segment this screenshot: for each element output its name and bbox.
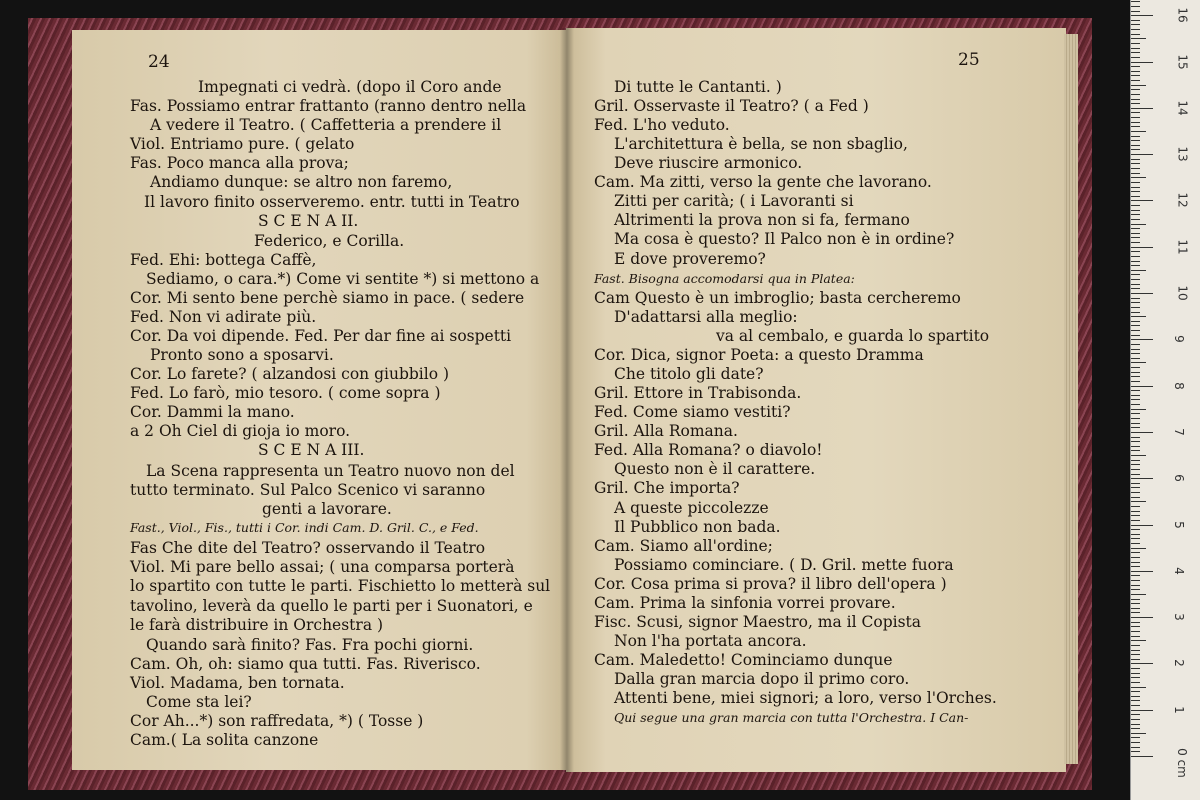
ruler-tick bbox=[1131, 714, 1140, 715]
ruler-tick bbox=[1131, 673, 1140, 674]
ruler-tick bbox=[1131, 325, 1140, 326]
ruler-number: 14 bbox=[1175, 100, 1190, 116]
text-line: Viol. Entriamo pure. ( gelato bbox=[130, 135, 355, 153]
ruler-number: 5 bbox=[1171, 520, 1186, 529]
ruler-tick bbox=[1131, 617, 1153, 618]
text-line: Cor. Dica, signor Poeta: a questo Dramma bbox=[594, 346, 924, 364]
measurement-ruler bbox=[1130, 0, 1200, 800]
text-line: Cam Questo è un imbroglio; basta cercheremo bbox=[594, 289, 961, 307]
text-line: Questo non è il carattere. bbox=[614, 460, 816, 478]
ruler-tick bbox=[1131, 154, 1153, 155]
ruler-tick bbox=[1131, 659, 1140, 660]
ruler-tick bbox=[1131, 719, 1140, 720]
text-line: tutto terminato. Sul Palco Scenico vi saranno bbox=[130, 481, 486, 499]
ruler-tick bbox=[1131, 650, 1140, 651]
ruler-tick bbox=[1131, 205, 1140, 206]
ruler-tick bbox=[1131, 122, 1140, 123]
ruler-tick bbox=[1131, 256, 1140, 257]
ruler-tick bbox=[1131, 381, 1140, 382]
text-line: Viol. Mi pare bello assai; ( una comparsa porterà bbox=[130, 558, 515, 576]
text-line: Fas Che dite del Teatro? osservando il Teatro bbox=[130, 539, 486, 557]
text-line: Fed. Non vi adirate più. bbox=[130, 308, 317, 326]
ruler-tick bbox=[1131, 145, 1140, 146]
text-line: lo spartito con tutte le parti. Fischietto lo metterà sul bbox=[130, 577, 551, 595]
ruler-tick bbox=[1131, 636, 1140, 637]
text-line: Cor. Da voi dipende. Fed. Per dar fine ai sospetti bbox=[130, 327, 512, 345]
ruler-tick bbox=[1131, 603, 1140, 604]
text-line: Cam. Siamo all'ordine; bbox=[594, 537, 773, 555]
text-line: Fast., Viol., Fis., tutti i Cor. indi Cam. D. Gril. C., e Fed. bbox=[130, 520, 479, 535]
ruler-tick bbox=[1131, 450, 1140, 451]
text-line: Gril. Alla Romana. bbox=[594, 422, 738, 440]
ruler-number: 12 bbox=[1175, 192, 1190, 209]
ruler-tick bbox=[1131, 191, 1140, 192]
text-line: Gril. Ettore in Trabisonda. bbox=[594, 384, 802, 402]
text-line: Viol. Madama, ben tornata. bbox=[130, 674, 345, 692]
ruler-tick bbox=[1131, 149, 1140, 150]
text-line: Sediamo, o cara.*) Come vi sentite *) si mettono a bbox=[146, 270, 540, 288]
text-line: Cam.( La solita canzone bbox=[130, 731, 319, 749]
ruler-tick bbox=[1131, 376, 1140, 377]
ruler-tick bbox=[1131, 612, 1140, 613]
ruler-tick bbox=[1131, 298, 1140, 299]
ruler-tick bbox=[1131, 265, 1140, 266]
ruler-tick bbox=[1131, 89, 1140, 90]
ruler-tick bbox=[1131, 80, 1140, 81]
ruler-tick bbox=[1131, 284, 1140, 285]
ruler-tick bbox=[1131, 585, 1140, 586]
ruler-tick bbox=[1131, 506, 1140, 507]
text-line: Di tutte le Cantanti. ) bbox=[614, 78, 782, 96]
ruler-tick bbox=[1131, 668, 1140, 669]
ruler-number: 2 bbox=[1171, 659, 1186, 668]
ruler-tick bbox=[1131, 200, 1153, 201]
text-line: Qui segue una gran marcia con tutta l'Orchestra. I Can- bbox=[614, 710, 969, 725]
ruler-tick bbox=[1131, 580, 1140, 581]
ruler-tick bbox=[1131, 548, 1146, 549]
ruler-tick bbox=[1131, 511, 1140, 512]
ruler-tick bbox=[1131, 737, 1140, 738]
text-line: Impegnati ci vedrà. (dopo il Coro ande bbox=[198, 78, 502, 96]
ruler-tick bbox=[1131, 321, 1140, 322]
ruler-tick bbox=[1131, 557, 1140, 558]
text-line: Cam. Oh, oh: siamo qua tutti. Fas. Riverisco. bbox=[130, 655, 481, 673]
ruler-tick bbox=[1131, 404, 1140, 405]
text-line: Attenti bene, miei signori; a loro, verso l'Orches. bbox=[614, 689, 997, 707]
ruler-tick bbox=[1131, 274, 1140, 275]
ruler-tick bbox=[1131, 288, 1140, 289]
page-number: 25 bbox=[958, 50, 980, 70]
ruler-tick bbox=[1131, 57, 1140, 58]
ruler-tick bbox=[1131, 173, 1140, 174]
ruler-tick bbox=[1131, 339, 1153, 340]
text-line: Zitti per carità; ( i Lavoranti si bbox=[614, 192, 854, 210]
ruler-tick bbox=[1131, 251, 1140, 252]
text-line: Possiamo cominciare. ( D. Gril. mette fuora bbox=[614, 556, 954, 574]
text-line: Fisc. Scusi, signor Maestro, ma il Copista bbox=[594, 613, 921, 631]
ruler-tick bbox=[1131, 571, 1153, 572]
ruler-number: 8 bbox=[1171, 381, 1186, 390]
text-line: Fas. Possiamo entrar frattanto (ranno dentro nella bbox=[130, 97, 527, 115]
text-line: tavolino, leverà da quello le parti per i Suonatori, e bbox=[130, 597, 533, 615]
text-line: Fed. Ehi: bottega Caffè, bbox=[130, 251, 317, 269]
ruler-tick bbox=[1131, 228, 1140, 229]
text-line: Federico, e Corilla. bbox=[254, 232, 405, 250]
ruler-tick bbox=[1131, 589, 1140, 590]
ruler-tick bbox=[1131, 631, 1140, 632]
text-line: S C E N A II. bbox=[258, 212, 359, 230]
ruler-tick bbox=[1131, 261, 1140, 262]
ruler-tick bbox=[1131, 20, 1140, 21]
text-line: Come sta lei? bbox=[146, 693, 252, 711]
ruler-tick bbox=[1131, 242, 1140, 243]
text-line: Fed. Alla Romana? o diavolo! bbox=[594, 441, 823, 459]
ruler-tick bbox=[1131, 733, 1146, 734]
ruler-number: 15 bbox=[1175, 53, 1190, 70]
ruler-tick bbox=[1131, 520, 1140, 521]
ruler-tick bbox=[1131, 756, 1153, 757]
text-line: Fed. L'ho veduto. bbox=[594, 116, 730, 134]
ruler-tick bbox=[1131, 386, 1153, 387]
ruler-tick bbox=[1131, 38, 1146, 39]
ruler-tick bbox=[1131, 437, 1140, 438]
ruler-tick bbox=[1131, 682, 1140, 683]
ruler-tick bbox=[1131, 71, 1140, 72]
text-line: Non l'ha portata ancora. bbox=[614, 632, 807, 650]
text-line: va al cembalo, e guarda lo spartito bbox=[716, 327, 990, 345]
ruler-tick bbox=[1131, 62, 1153, 63]
text-line: Fast. Bisogna accomodarsi qua in Platea: bbox=[594, 271, 855, 286]
ruler-tick bbox=[1131, 11, 1140, 12]
ruler-tick bbox=[1131, 575, 1140, 576]
ruler-tick bbox=[1131, 316, 1146, 317]
text-line: L'architettura è bella, se non sbaglio, bbox=[614, 135, 908, 153]
text-line: Il Pubblico non bada. bbox=[614, 518, 781, 536]
ruler-tick bbox=[1131, 728, 1140, 729]
ruler-tick bbox=[1131, 501, 1146, 502]
ruler-tick bbox=[1131, 247, 1153, 248]
ruler-tick bbox=[1131, 543, 1140, 544]
ruler-tick bbox=[1131, 751, 1140, 752]
ruler-tick bbox=[1131, 219, 1140, 220]
text-line: Ma cosa è questo? Il Palco non è in ordine? bbox=[614, 230, 955, 248]
ruler-tick bbox=[1131, 367, 1140, 368]
ruler-tick bbox=[1131, 409, 1146, 410]
ruler-tick bbox=[1131, 94, 1140, 95]
ruler-number: 9 bbox=[1171, 335, 1186, 344]
text-line: Andiamo dunque: se altro non faremo, bbox=[150, 173, 453, 191]
text-line: Gril. Che importa? bbox=[594, 479, 740, 497]
ruler-tick bbox=[1131, 441, 1140, 442]
text-line: Che titolo gli date? bbox=[614, 365, 764, 383]
ruler-tick bbox=[1131, 455, 1146, 456]
text-line: Deve riuscire armonico. bbox=[614, 154, 803, 172]
ruler-tick bbox=[1131, 687, 1146, 688]
ruler-tick bbox=[1131, 177, 1146, 178]
ruler-number: 1 bbox=[1171, 705, 1186, 714]
text-line: genti a lavorare. bbox=[262, 500, 392, 518]
ruler-tick bbox=[1131, 608, 1140, 609]
text-line: E dove proveremo? bbox=[614, 250, 766, 268]
text-line: Altrimenti la prova non si fa, fermano bbox=[614, 211, 910, 229]
text-line: A queste piccolezze bbox=[614, 499, 769, 517]
ruler-tick bbox=[1131, 492, 1140, 493]
ruler-tick bbox=[1131, 432, 1153, 433]
text-line: Cam. Ma zitti, verso la gente che lavorano. bbox=[594, 173, 932, 191]
ruler-number: 13 bbox=[1175, 146, 1190, 162]
ruler-tick bbox=[1131, 474, 1140, 475]
ruler-tick bbox=[1131, 562, 1140, 563]
ruler-tick bbox=[1131, 126, 1140, 127]
text-line: Cor. Cosa prima si prova? il libro dell'opera ) bbox=[594, 575, 947, 593]
ruler-tick bbox=[1131, 423, 1140, 424]
ruler-tick bbox=[1131, 159, 1140, 160]
ruler-tick bbox=[1131, 99, 1140, 100]
text-line: Cor. Lo farete? ( alzandosi con giubbilo ) bbox=[130, 365, 450, 383]
ruler-tick bbox=[1131, 344, 1140, 345]
ruler-tick bbox=[1131, 168, 1140, 169]
ruler-tick bbox=[1131, 599, 1140, 600]
ruler-tick bbox=[1131, 1, 1140, 2]
page-edges bbox=[1064, 34, 1078, 764]
ruler-tick bbox=[1131, 534, 1140, 535]
ruler-tick bbox=[1131, 529, 1140, 530]
text-line: D'adattarsi alla meglio: bbox=[614, 308, 798, 326]
ruler-tick bbox=[1131, 353, 1140, 354]
ruler-tick bbox=[1131, 654, 1140, 655]
ruler-number: 4 bbox=[1171, 566, 1186, 575]
ruler-tick bbox=[1131, 372, 1140, 373]
ruler-tick bbox=[1131, 724, 1140, 725]
ruler-tick bbox=[1131, 163, 1140, 164]
text-line: Fed. Lo farò, mio tesoro. ( come sopra ) bbox=[130, 384, 441, 402]
text-line: Fas. Poco manca alla prova; bbox=[130, 154, 349, 172]
book-gutter bbox=[560, 28, 574, 772]
ruler-tick bbox=[1131, 270, 1146, 271]
ruler-tick bbox=[1131, 43, 1140, 44]
ruler-tick bbox=[1131, 307, 1140, 308]
ruler-tick bbox=[1131, 464, 1140, 465]
ruler-number: 16 bbox=[1175, 7, 1190, 23]
ruler-number: 7 bbox=[1171, 428, 1186, 436]
ruler-tick bbox=[1131, 75, 1140, 76]
ruler-tick bbox=[1131, 117, 1140, 118]
ruler-tick bbox=[1131, 48, 1140, 49]
ruler-tick bbox=[1131, 214, 1140, 215]
ruler-tick bbox=[1131, 66, 1140, 67]
ruler-number: 11 bbox=[1175, 239, 1190, 255]
ruler-tick bbox=[1131, 399, 1140, 400]
text-line: A vedere il Teatro. ( Caffetteria a prendere il bbox=[150, 116, 502, 134]
ruler-unit-label: 0 cm bbox=[1174, 748, 1189, 778]
ruler-tick bbox=[1131, 182, 1140, 183]
ruler-tick bbox=[1131, 696, 1140, 697]
ruler-tick bbox=[1131, 446, 1140, 447]
ruler-tick bbox=[1131, 413, 1140, 414]
ruler-tick bbox=[1131, 358, 1140, 359]
ruler-tick bbox=[1131, 237, 1140, 238]
ruler-tick bbox=[1131, 742, 1140, 743]
ruler-tick bbox=[1131, 515, 1140, 516]
ruler-tick bbox=[1131, 626, 1140, 627]
text-line: Cor Ah...*) son raffredata, *) ( Tosse ) bbox=[130, 712, 424, 730]
ruler-tick bbox=[1131, 34, 1140, 35]
ruler-number: 3 bbox=[1171, 613, 1186, 621]
text-line: Quando sarà finito? Fas. Fra pochi giorni. bbox=[146, 636, 474, 654]
ruler-tick bbox=[1131, 710, 1153, 711]
ruler-tick bbox=[1131, 390, 1140, 391]
ruler-tick bbox=[1131, 700, 1140, 701]
text-line: Il lavoro finito osserveremo. entr. tutti in Teatro bbox=[144, 193, 520, 211]
text-line: Cam. Maledetto! Cominciamo dunque bbox=[594, 651, 893, 669]
ruler-tick bbox=[1131, 85, 1146, 86]
ruler-tick bbox=[1131, 140, 1140, 141]
ruler-tick bbox=[1131, 691, 1140, 692]
ruler-tick bbox=[1131, 349, 1140, 350]
ruler-tick bbox=[1131, 210, 1140, 211]
ruler-tick bbox=[1131, 108, 1153, 109]
ruler-tick bbox=[1131, 525, 1153, 526]
ruler-tick bbox=[1131, 483, 1140, 484]
ruler-tick bbox=[1131, 362, 1146, 363]
ruler-tick bbox=[1131, 487, 1140, 488]
ruler-tick bbox=[1131, 645, 1140, 646]
ruler-tick bbox=[1131, 335, 1140, 336]
ruler-tick bbox=[1131, 233, 1140, 234]
ruler-number: 10 bbox=[1175, 285, 1190, 301]
ruler-tick bbox=[1131, 594, 1146, 595]
text-line: Pronto sono a sposarvi. bbox=[150, 346, 334, 364]
ruler-tick bbox=[1131, 640, 1146, 641]
ruler-tick bbox=[1131, 112, 1140, 113]
left-page bbox=[72, 30, 566, 770]
ruler-tick bbox=[1131, 552, 1140, 553]
ruler-tick bbox=[1131, 187, 1140, 188]
ruler-number: 6 bbox=[1171, 474, 1186, 483]
ruler-tick bbox=[1131, 224, 1146, 225]
page-number: 24 bbox=[148, 52, 170, 72]
ruler-tick bbox=[1131, 330, 1140, 331]
text-line: Dalla gran marcia dopo il primo coro. bbox=[614, 670, 910, 688]
ruler-tick bbox=[1131, 747, 1140, 748]
right-page bbox=[566, 28, 1066, 772]
ruler-tick bbox=[1131, 6, 1140, 7]
ruler-tick bbox=[1131, 131, 1146, 132]
ruler-tick bbox=[1131, 103, 1140, 104]
text-line: La Scena rappresenta un Teatro nuovo non del bbox=[146, 462, 515, 480]
text-line: Gril. Osservaste il Teatro? ( a Fed ) bbox=[594, 97, 869, 115]
ruler-tick bbox=[1131, 418, 1140, 419]
text-line: Cor. Dammi la mano. bbox=[130, 403, 295, 421]
ruler-tick bbox=[1131, 427, 1140, 428]
text-line: S C E N A III. bbox=[258, 441, 365, 459]
ruler-tick bbox=[1131, 663, 1153, 664]
ruler-tick bbox=[1131, 622, 1140, 623]
ruler-tick bbox=[1131, 24, 1140, 25]
ruler-tick bbox=[1131, 460, 1140, 461]
text-line: Cor. Mi sento bene perchè siamo in pace. ( sedere bbox=[130, 289, 525, 307]
text-line: a 2 Oh Ciel di gioja io moro. bbox=[130, 422, 351, 440]
ruler-tick bbox=[1131, 677, 1140, 678]
ruler-tick bbox=[1131, 29, 1140, 30]
text-line: Cam. Prima la sinfonia vorrei provare. bbox=[594, 594, 896, 612]
ruler-tick bbox=[1131, 538, 1140, 539]
ruler-tick bbox=[1131, 15, 1153, 16]
text-line: Fed. Come siamo vestiti? bbox=[594, 403, 791, 421]
ruler-tick bbox=[1131, 196, 1140, 197]
ruler-tick bbox=[1131, 469, 1140, 470]
ruler-tick bbox=[1131, 395, 1140, 396]
text-line: le farà distribuire in Orchestra ) bbox=[130, 616, 384, 634]
ruler-tick bbox=[1131, 705, 1140, 706]
ruler-tick bbox=[1131, 136, 1140, 137]
ruler-tick bbox=[1131, 566, 1140, 567]
ruler-tick bbox=[1131, 293, 1153, 294]
ruler-tick bbox=[1131, 478, 1153, 479]
ruler-tick bbox=[1131, 52, 1140, 53]
ruler-tick bbox=[1131, 312, 1140, 313]
ruler-tick bbox=[1131, 497, 1140, 498]
ruler-tick bbox=[1131, 302, 1140, 303]
ruler-tick bbox=[1131, 279, 1140, 280]
